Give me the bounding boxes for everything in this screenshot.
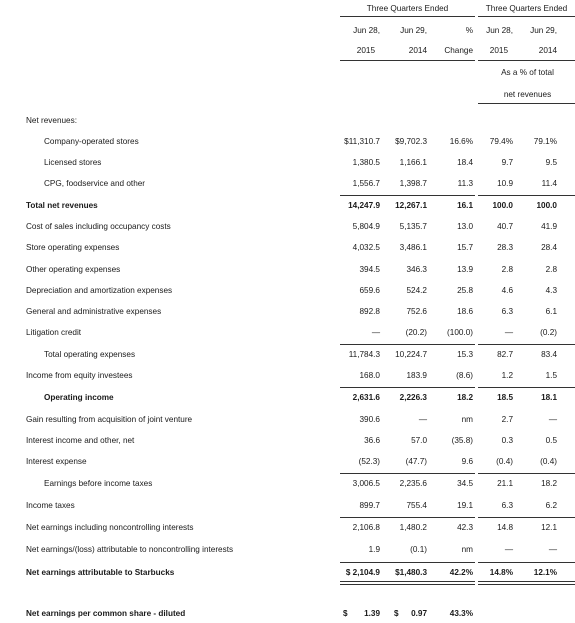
eps-label: Net earnings per common share - diluted (26, 609, 186, 618)
row-value-col2: 57.0 (411, 436, 427, 445)
row-label: Net earnings/(loss) attributable to noncontrolling interests (26, 545, 234, 554)
row-value-col3: 18.6 (457, 307, 473, 316)
col-header-jun29-2014: Jun 29, (400, 26, 427, 35)
row-label: Earnings before income taxes (44, 479, 153, 488)
row-value-col2: 524.2 (406, 286, 427, 295)
row-label: General and administrative expenses (26, 307, 162, 316)
col-header-pct-year-2015: 2015 (489, 46, 508, 55)
eps-currency-2014: $ (394, 609, 399, 618)
row-label: Net earnings including noncontrolling interests (26, 523, 194, 532)
row-value-col5: (0.2) (540, 328, 557, 337)
pct-of-revenue-note-line2: net revenues (503, 90, 552, 99)
row-value-col4: 9.7 (501, 158, 513, 167)
subtotal-rule (478, 517, 575, 518)
row-value-col5: 0.5 (545, 436, 557, 445)
row-label: Other operating expenses (26, 265, 121, 274)
subtotal-rule (478, 344, 575, 345)
row-value-col2: 183.9 (406, 371, 427, 380)
row-value-col1: 11,784.3 (348, 350, 380, 359)
row-value-col4: 28.3 (497, 243, 513, 252)
row-value-col2: 1,398.7 (399, 179, 427, 188)
col-header-percent: % (465, 26, 473, 35)
col-header-year-2014: 2014 (408, 46, 427, 55)
row-value-col3: 9.6 (461, 457, 473, 466)
row-value-col3: 42.2% (449, 568, 473, 577)
row-value-col4: 21.1 (497, 479, 513, 488)
subtotal-rule (478, 473, 575, 474)
row-value-col5: 79.1% (533, 137, 557, 146)
row-label: CPG, foodservice and other (44, 179, 146, 188)
row-value-col4: 10.9 (497, 179, 513, 188)
row-value-col1: $ 2,104.9 (345, 568, 380, 577)
row-value-col1: 1.9 (368, 545, 380, 554)
row-value-col2: 2,226.3 (399, 393, 427, 402)
row-value-col4: 18.5 (497, 393, 513, 402)
row-value-col2: 1,166.1 (399, 158, 427, 167)
row-value-col5: — (548, 545, 557, 554)
row-value-col3: (100.0) (447, 328, 473, 337)
row-value-col1: 2,631.6 (352, 393, 380, 402)
row-value-col4: 6.3 (501, 501, 513, 510)
row-value-col1: 659.6 (359, 286, 380, 295)
row-value-col3: 42.3 (457, 523, 473, 532)
row-value-col1: 2,106.8 (352, 523, 380, 532)
eps-currency-2015: $ (343, 609, 348, 618)
eps-change: 43.3% (449, 609, 473, 618)
row-value-col4: (0.4) (496, 457, 513, 466)
row-value-col4: 82.7 (497, 350, 513, 359)
row-value-col2: — (418, 415, 427, 424)
row-label: Income from equity investees (26, 371, 133, 380)
row-value-col3: (35.8) (451, 436, 473, 445)
row-value-col2: $1,480.3 (395, 568, 427, 577)
row-value-col2: 2,235.6 (399, 479, 427, 488)
row-value-col5: 18.2 (541, 479, 557, 488)
row-value-col1: 168.0 (359, 371, 380, 380)
row-value-col4: 14.8% (489, 568, 513, 577)
row-value-col1: 5,804.9 (352, 222, 380, 231)
row-value-col1: 36.6 (364, 436, 380, 445)
subtotal-rule (478, 562, 575, 563)
row-value-col4: 79.4% (489, 137, 513, 146)
row-value-col2: 755.4 (406, 501, 427, 510)
row-value-col3: 16.6% (449, 137, 473, 146)
row-value-col5: 4.3 (545, 286, 557, 295)
row-label: Depreciation and amortization expenses (26, 286, 173, 295)
row-value-col5: 6.1 (545, 307, 557, 316)
row-value-col5: 28.4 (541, 243, 557, 252)
row-value-col1: 1,556.7 (352, 179, 380, 188)
pct-of-revenue-note: As a % of total (501, 68, 554, 77)
row-label: Interest income and other, net (26, 436, 135, 445)
row-value-col1: 892.8 (359, 307, 380, 316)
row-value-col5: 12.1 (541, 523, 557, 532)
row-value-col2: 1,480.2 (399, 523, 427, 532)
row-label: Store operating expenses (26, 243, 120, 252)
row-value-col3: 13.9 (457, 265, 473, 274)
double-rule (340, 581, 475, 585)
row-value-col4: 4.6 (501, 286, 513, 295)
row-value-col5: (0.4) (540, 457, 557, 466)
row-value-col3: 34.5 (457, 479, 473, 488)
row-value-col1: 899.7 (359, 501, 380, 510)
row-value-col4: 2.8 (501, 265, 513, 274)
subtotal-rule (478, 195, 575, 196)
row-value-col2: 12,267.1 (395, 201, 427, 210)
row-value-col2: (0.1) (410, 545, 427, 554)
row-value-col3: nm (461, 545, 473, 554)
row-value-col5: 18.1 (541, 393, 557, 402)
col-header-pct-year-2014: 2014 (538, 46, 557, 55)
row-value-col1: 390.6 (359, 415, 380, 424)
row-value-col2: $9,702.3 (395, 137, 427, 146)
row-value-col4: 0.3 (501, 436, 513, 445)
subtotal-rule (478, 387, 575, 388)
row-value-col2: 752.6 (406, 307, 427, 316)
row-value-col4: 14.8 (497, 523, 513, 532)
subtotal-rule (340, 473, 475, 474)
row-value-col5: 12.1% (533, 568, 557, 577)
row-label: Total operating expenses (44, 350, 136, 359)
double-rule (478, 581, 575, 585)
row-value-col1: $11,310.7 (344, 137, 380, 146)
subtotal-rule (340, 387, 475, 388)
row-value-col5: 1.5 (545, 371, 557, 380)
row-label: Licensed stores (44, 158, 102, 167)
col-header-jun28-2015: Jun 28, (353, 26, 380, 35)
row-value-col5: — (548, 415, 557, 424)
header-group-three-quarters-ended-percent: Three Quarters Ended (485, 4, 568, 13)
row-value-col4: 40.7 (497, 222, 513, 231)
row-value-col4: — (504, 545, 513, 554)
row-value-col1: 3,006.5 (352, 479, 380, 488)
row-value-col5: 83.4 (541, 350, 557, 359)
subtotal-rule (340, 195, 475, 196)
row-value-col5: 2.8 (545, 265, 557, 274)
row-value-col4: 100.0 (492, 201, 513, 210)
col-header-pct-jun29: Jun 29, (530, 26, 557, 35)
row-value-col3: 18.2 (457, 393, 473, 402)
row-label: Total net revenues (26, 201, 98, 210)
row-value-col2: (47.7) (405, 457, 427, 466)
row-value-col3: 18.4 (457, 158, 473, 167)
row-value-col1: — (371, 328, 380, 337)
row-label: Litigation credit (26, 328, 82, 337)
row-label: Operating income (44, 393, 114, 402)
row-value-col5: 11.4 (541, 179, 557, 188)
subtotal-rule (340, 344, 475, 345)
row-value-col1: 1,380.5 (352, 158, 380, 167)
row-value-col2: 346.3 (406, 265, 427, 274)
row-value-col5: 41.9 (541, 222, 557, 231)
row-value-col2: (20.2) (405, 328, 427, 337)
row-value-col1: 14,247.9 (348, 201, 380, 210)
row-label: Net earnings attributable to Starbucks (26, 568, 175, 577)
row-label: Income taxes (26, 501, 75, 510)
row-value-col1: (52.3) (358, 457, 380, 466)
row-label: Net revenues: (26, 116, 77, 125)
row-value-col3: 11.3 (457, 179, 473, 188)
subtotal-rule (340, 517, 475, 518)
row-value-col3: nm (461, 415, 473, 424)
col-header-pct-jun28: Jun 28, (486, 26, 513, 35)
subtotal-rule (340, 562, 475, 563)
row-label: Gain resulting from acquisition of joint venture (26, 415, 193, 424)
row-value-col3: (8.6) (456, 371, 473, 380)
eps-value-2014: 0.97 (411, 609, 427, 618)
row-value-col5: 100.0 (536, 201, 557, 210)
row-value-col3: 19.1 (457, 501, 473, 510)
row-value-col4: 1.2 (501, 371, 513, 380)
row-value-col3: 13.0 (457, 222, 473, 231)
row-value-col2: 3,486.1 (399, 243, 427, 252)
row-label: Interest expense (26, 457, 87, 466)
row-value-col1: 394.5 (359, 265, 380, 274)
row-value-col2: 10,224.7 (395, 350, 427, 359)
col-header-year-2015: 2015 (356, 46, 375, 55)
col-header-change: Change (444, 46, 473, 55)
row-value-col3: 15.3 (457, 350, 473, 359)
row-label: Company-operated stores (44, 137, 139, 146)
row-value-col1: 4,032.5 (352, 243, 380, 252)
row-value-col3: 16.1 (457, 201, 473, 210)
row-value-col3: 15.7 (457, 243, 473, 252)
row-value-col5: 9.5 (545, 158, 557, 167)
row-value-col4: 2.7 (501, 415, 513, 424)
row-label: Cost of sales including occupancy costs (26, 222, 171, 231)
row-value-col5: 6.2 (545, 501, 557, 510)
eps-value-2015: 1.39 (364, 609, 380, 618)
row-value-col4: 6.3 (501, 307, 513, 316)
row-value-col4: — (504, 328, 513, 337)
row-value-col3: 25.8 (457, 286, 473, 295)
row-value-col2: 5,135.7 (399, 222, 427, 231)
header-group-three-quarters-ended-dollars: Three Quarters Ended (366, 4, 449, 13)
